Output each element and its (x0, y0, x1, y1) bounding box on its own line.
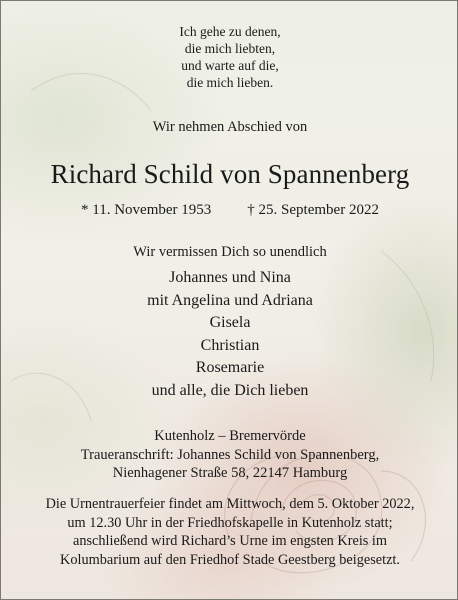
poem-line: Ich gehe zu denen, (179, 24, 281, 39)
service-info (1, 495, 458, 569)
mourners-list (1, 267, 458, 402)
poem-line: die mich lieben. (186, 75, 274, 90)
farewell-text: Wir nehmen Abschied von (152, 119, 308, 135)
mourner-line: Rosemarie (195, 359, 265, 376)
mourner-line: mit Angelina und Adriana (147, 291, 313, 309)
address-line: Nienhagener Straße 58, 22147 Hamburg (112, 465, 348, 481)
miss-text: Wir vermissen Dich so unendlich (133, 244, 327, 260)
address-line: Kutenholz – Bremervörde (154, 428, 306, 444)
service-line: Kolumbarium auf den Friedhof Stade Geestberg beigesetzt. (60, 551, 400, 568)
life-dates (1, 202, 458, 219)
mourner-line: und alle, die Dich lieben (151, 381, 309, 399)
poem-line: und warte auf die, (181, 58, 279, 73)
service-line: Die Urnentrauerfeier findet am Mittwoch, dem 5. Oktober 2022, (45, 496, 415, 512)
poem (1, 23, 458, 91)
birth-date: * 11. November 1953 (81, 202, 212, 218)
deceased-name: Richard Schild von Spannenberg (50, 159, 410, 189)
service-line: anschließend wird Richard’s Urne im engsten Kreis im (72, 533, 388, 549)
mourning-address (1, 427, 458, 483)
address-line: Traueranschrift: Johannes Schild von Spannenberg, (80, 446, 380, 463)
mourner-line: Christian (200, 336, 260, 354)
service-line: um 12.30 Uhr in der Friedhofskapelle in Kutenholz statt; (67, 514, 393, 531)
death-date: † 25. September 2022 (247, 202, 379, 218)
mourner-line: Johannes und Nina (169, 269, 291, 286)
poem-line: die mich liebten, (184, 41, 276, 56)
mourner-line: Gisela (209, 314, 251, 331)
